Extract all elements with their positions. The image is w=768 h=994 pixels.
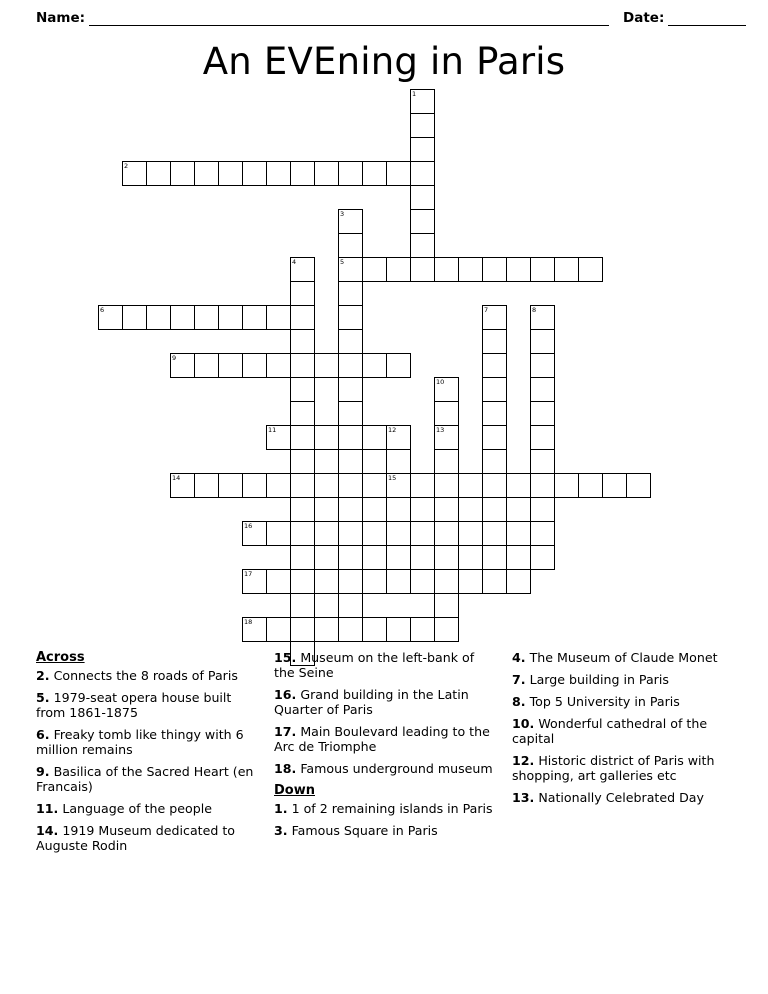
grid-cell[interactable] bbox=[602, 473, 627, 498]
grid-cell[interactable] bbox=[410, 569, 435, 594]
clue-text: Famous underground museum bbox=[296, 761, 493, 776]
grid-cell[interactable] bbox=[386, 569, 411, 594]
grid-cell[interactable] bbox=[338, 257, 363, 282]
clue-number: 5. bbox=[36, 690, 50, 705]
grid-cell[interactable] bbox=[170, 161, 195, 186]
grid-cell[interactable] bbox=[434, 449, 459, 474]
grid-cell[interactable] bbox=[290, 497, 315, 522]
clue-number: 18. bbox=[274, 761, 297, 776]
grid-cell[interactable] bbox=[338, 593, 363, 618]
clue-text: Historic district of Paris with shopping, art galleries etc bbox=[512, 753, 715, 783]
grid-cell[interactable] bbox=[146, 305, 171, 330]
grid-cell[interactable] bbox=[194, 161, 219, 186]
grid-cell[interactable] bbox=[386, 545, 411, 570]
clue-number: 8. bbox=[512, 694, 526, 709]
grid-cell[interactable] bbox=[482, 497, 507, 522]
grid-cell[interactable] bbox=[434, 497, 459, 522]
grid-cell[interactable] bbox=[338, 617, 363, 642]
grid-cell[interactable] bbox=[386, 161, 411, 186]
grid-cell[interactable] bbox=[578, 257, 603, 282]
grid-cell[interactable] bbox=[410, 137, 435, 162]
grid-cell[interactable] bbox=[314, 425, 339, 450]
clue-item bbox=[274, 761, 496, 776]
grid-cell[interactable] bbox=[290, 545, 315, 570]
clue-list-2b bbox=[274, 801, 496, 838]
grid-cell[interactable] bbox=[266, 617, 291, 642]
grid-cell[interactable] bbox=[530, 545, 555, 570]
grid-cell[interactable] bbox=[482, 377, 507, 402]
clue-number: 14. bbox=[36, 823, 59, 838]
grid-cell-number: 16 bbox=[244, 522, 253, 530]
grid-cell[interactable] bbox=[314, 161, 339, 186]
clue-item bbox=[512, 672, 724, 687]
grid-cell[interactable] bbox=[194, 353, 219, 378]
grid-cell[interactable] bbox=[98, 305, 123, 330]
grid-cell[interactable] bbox=[410, 185, 435, 210]
clue-number: 17. bbox=[274, 724, 297, 739]
grid-cell[interactable] bbox=[290, 449, 315, 474]
grid-cell-number: 8 bbox=[532, 306, 537, 314]
clue-number: 3. bbox=[274, 823, 288, 838]
grid-cell[interactable] bbox=[170, 353, 195, 378]
grid-cell[interactable] bbox=[266, 305, 291, 330]
down-heading: Down bbox=[274, 783, 315, 798]
grid-cell[interactable] bbox=[482, 545, 507, 570]
grid-cell-number: 6 bbox=[100, 306, 105, 314]
grid-cell-number: 7 bbox=[484, 306, 489, 314]
grid-cell[interactable] bbox=[410, 473, 435, 498]
clue-text: 1979-seat opera house built from 1861-1875 bbox=[36, 690, 232, 720]
clue-list-3 bbox=[512, 650, 724, 805]
grid-cell[interactable] bbox=[170, 473, 195, 498]
grid-cell[interactable] bbox=[290, 593, 315, 618]
clue-number: 4. bbox=[512, 650, 526, 665]
grid-cell[interactable] bbox=[338, 449, 363, 474]
clue-column-2 bbox=[274, 650, 496, 860]
clue-text: Grand building in the Latin Quarter of Paris bbox=[274, 687, 469, 717]
grid-cell[interactable] bbox=[506, 521, 531, 546]
clue-list-1 bbox=[36, 668, 258, 853]
grid-cell[interactable] bbox=[506, 473, 531, 498]
grid-cell[interactable] bbox=[338, 425, 363, 450]
grid-cell[interactable] bbox=[626, 473, 651, 498]
crossword-grid-wrap bbox=[36, 89, 732, 649]
clue-text: Basilica of the Sacred Heart (en Francais) bbox=[36, 764, 254, 794]
grid-cell[interactable] bbox=[122, 161, 147, 186]
grid-cell[interactable] bbox=[266, 569, 291, 594]
clue-column-1 bbox=[36, 650, 258, 860]
clue-text: Connects the 8 roads of Paris bbox=[49, 668, 238, 683]
grid-cell[interactable] bbox=[338, 521, 363, 546]
clue-text: Freaky tomb like thingy with 6 million remains bbox=[36, 727, 244, 757]
clue-text: Nationally Celebrated Day bbox=[534, 790, 704, 805]
clue-text: 1 of 2 remaining islands in Paris bbox=[287, 801, 493, 816]
clue-text: The Museum of Claude Monet bbox=[525, 650, 718, 665]
grid-cell[interactable] bbox=[242, 473, 267, 498]
clue-number: 12. bbox=[512, 753, 535, 768]
grid-cell[interactable] bbox=[410, 113, 435, 138]
grid-cell[interactable] bbox=[242, 305, 267, 330]
grid-cell[interactable] bbox=[482, 305, 507, 330]
clue-item bbox=[274, 650, 496, 680]
clue-item bbox=[512, 650, 724, 665]
grid-cell[interactable] bbox=[338, 497, 363, 522]
grid-cell[interactable] bbox=[554, 473, 579, 498]
grid-cell[interactable] bbox=[434, 425, 459, 450]
grid-cell[interactable] bbox=[314, 617, 339, 642]
grid-cell[interactable] bbox=[338, 233, 363, 258]
grid-cell[interactable] bbox=[338, 401, 363, 426]
grid-cell-number: 3 bbox=[340, 210, 345, 218]
grid-cell[interactable] bbox=[410, 257, 435, 282]
grid-cell[interactable] bbox=[530, 521, 555, 546]
grid-cell[interactable] bbox=[410, 161, 435, 186]
grid-cell[interactable] bbox=[242, 353, 267, 378]
grid-cell-number: 14 bbox=[172, 474, 181, 482]
grid-cell[interactable] bbox=[410, 233, 435, 258]
grid-cell[interactable] bbox=[578, 473, 603, 498]
grid-cell[interactable] bbox=[458, 473, 483, 498]
grid-cell[interactable] bbox=[314, 473, 339, 498]
grid-cell[interactable] bbox=[530, 377, 555, 402]
grid-cell[interactable] bbox=[482, 449, 507, 474]
clue-number: 11. bbox=[36, 801, 59, 816]
grid-cell[interactable] bbox=[362, 161, 387, 186]
grid-cell-number: 18 bbox=[244, 618, 253, 626]
grid-cell[interactable] bbox=[194, 473, 219, 498]
grid-cell[interactable] bbox=[434, 593, 459, 618]
grid-cell[interactable] bbox=[362, 521, 387, 546]
grid-cell[interactable] bbox=[170, 305, 195, 330]
grid-cell[interactable] bbox=[362, 473, 387, 498]
clue-number: 13. bbox=[512, 790, 535, 805]
grid-cell[interactable] bbox=[410, 617, 435, 642]
grid-cell[interactable] bbox=[530, 425, 555, 450]
grid-cell[interactable] bbox=[386, 449, 411, 474]
grid-cell[interactable] bbox=[314, 521, 339, 546]
grid-cell[interactable] bbox=[290, 281, 315, 306]
grid-cell[interactable] bbox=[530, 497, 555, 522]
grid-cell[interactable] bbox=[290, 617, 315, 642]
clue-item bbox=[36, 823, 258, 853]
grid-cell[interactable] bbox=[386, 425, 411, 450]
clue-number: 15. bbox=[274, 650, 297, 665]
clue-text: Large building in Paris bbox=[525, 672, 669, 687]
grid-cell[interactable] bbox=[482, 401, 507, 426]
grid-cell[interactable] bbox=[338, 329, 363, 354]
grid-cell[interactable] bbox=[482, 473, 507, 498]
date-field-group bbox=[623, 10, 746, 26]
grid-cell[interactable] bbox=[290, 521, 315, 546]
grid-cell[interactable] bbox=[482, 257, 507, 282]
clue-item bbox=[274, 801, 496, 816]
clue-number: 6. bbox=[36, 727, 50, 742]
clue-text: Wonderful cathedral of the capital bbox=[512, 716, 708, 746]
grid-cell[interactable] bbox=[218, 305, 243, 330]
grid-cell[interactable] bbox=[194, 305, 219, 330]
grid-cell[interactable] bbox=[314, 569, 339, 594]
grid-cell[interactable] bbox=[482, 569, 507, 594]
grid-cell[interactable] bbox=[290, 377, 315, 402]
clue-columns bbox=[36, 650, 732, 860]
grid-cell[interactable] bbox=[434, 473, 459, 498]
grid-cell[interactable] bbox=[242, 161, 267, 186]
grid-cell[interactable] bbox=[530, 473, 555, 498]
grid-cell[interactable] bbox=[146, 161, 171, 186]
grid-cell-number: 2 bbox=[124, 162, 129, 170]
clue-item bbox=[274, 823, 496, 838]
clue-text: Language of the people bbox=[58, 801, 212, 816]
clue-list-2 bbox=[274, 650, 496, 776]
grid-cell[interactable] bbox=[530, 305, 555, 330]
grid-cell[interactable] bbox=[290, 569, 315, 594]
worksheet-header bbox=[36, 0, 732, 26]
clue-item bbox=[512, 716, 724, 746]
grid-cell[interactable] bbox=[410, 521, 435, 546]
grid-cell[interactable] bbox=[506, 569, 531, 594]
clue-number: 9. bbox=[36, 764, 50, 779]
grid-cell-number: 11 bbox=[268, 426, 277, 434]
grid-cell[interactable] bbox=[122, 305, 147, 330]
grid-cell-number: 1 bbox=[412, 90, 417, 98]
clue-item bbox=[36, 690, 258, 720]
grid-cell[interactable] bbox=[506, 257, 531, 282]
grid-cell[interactable] bbox=[338, 377, 363, 402]
grid-cell[interactable] bbox=[338, 161, 363, 186]
grid-cell[interactable] bbox=[266, 473, 291, 498]
grid-cell[interactable] bbox=[458, 257, 483, 282]
grid-cell[interactable] bbox=[410, 89, 435, 114]
across-heading: Across bbox=[36, 650, 85, 665]
grid-cell[interactable] bbox=[290, 329, 315, 354]
page-title: An EVEning in Paris bbox=[202, 40, 566, 83]
grid-cell-number: 13 bbox=[436, 426, 445, 434]
clue-column-3 bbox=[512, 650, 724, 860]
grid-cell-number: 17 bbox=[244, 570, 253, 578]
name-label: Name: bbox=[36, 10, 86, 26]
grid-cell[interactable] bbox=[338, 545, 363, 570]
grid-cell[interactable] bbox=[386, 521, 411, 546]
grid-cell[interactable] bbox=[530, 401, 555, 426]
date-input-line[interactable] bbox=[668, 12, 746, 26]
clue-item bbox=[512, 694, 724, 709]
grid-cell[interactable] bbox=[314, 353, 339, 378]
grid-cell[interactable] bbox=[362, 569, 387, 594]
grid-cell[interactable] bbox=[218, 353, 243, 378]
name-field-group bbox=[36, 10, 609, 26]
grid-cell[interactable] bbox=[290, 353, 315, 378]
grid-cell-number: 4 bbox=[292, 258, 297, 266]
grid-cell-number: 15 bbox=[388, 474, 397, 482]
grid-cell[interactable] bbox=[434, 569, 459, 594]
grid-cell-number: 12 bbox=[388, 426, 397, 434]
grid-cell[interactable] bbox=[290, 305, 315, 330]
grid-cell[interactable] bbox=[290, 425, 315, 450]
clue-number: 16. bbox=[274, 687, 297, 702]
grid-cell[interactable] bbox=[386, 257, 411, 282]
grid-cell[interactable] bbox=[434, 257, 459, 282]
grid-cell[interactable] bbox=[242, 521, 267, 546]
grid-cell[interactable] bbox=[218, 161, 243, 186]
grid-cell[interactable] bbox=[362, 425, 387, 450]
grid-cell[interactable] bbox=[482, 425, 507, 450]
grid-cell[interactable] bbox=[482, 353, 507, 378]
clue-text: Museum on the left-bank of the Seine bbox=[274, 650, 475, 680]
grid-cell[interactable] bbox=[458, 569, 483, 594]
grid-cell[interactable] bbox=[338, 473, 363, 498]
grid-cell[interactable] bbox=[482, 521, 507, 546]
grid-cell[interactable] bbox=[362, 617, 387, 642]
grid-cell-number: 5 bbox=[340, 258, 345, 266]
clue-number: 7. bbox=[512, 672, 526, 687]
clue-item bbox=[512, 753, 724, 783]
grid-cell[interactable] bbox=[338, 209, 363, 234]
clue-item bbox=[512, 790, 724, 805]
grid-cell[interactable] bbox=[242, 617, 267, 642]
grid-cell[interactable] bbox=[290, 257, 315, 282]
grid-cell[interactable] bbox=[218, 473, 243, 498]
grid-cell[interactable] bbox=[266, 425, 291, 450]
grid-cell[interactable] bbox=[242, 569, 267, 594]
grid-cell[interactable] bbox=[386, 617, 411, 642]
grid-cell[interactable] bbox=[386, 473, 411, 498]
grid-cell[interactable] bbox=[338, 305, 363, 330]
grid-cell[interactable] bbox=[362, 353, 387, 378]
grid-cell[interactable] bbox=[554, 257, 579, 282]
grid-cell[interactable] bbox=[458, 521, 483, 546]
date-label: Date: bbox=[623, 10, 665, 26]
grid-cell[interactable] bbox=[386, 497, 411, 522]
grid-cell[interactable] bbox=[434, 521, 459, 546]
name-input-line[interactable] bbox=[89, 12, 609, 26]
grid-cell[interactable] bbox=[290, 401, 315, 426]
grid-cell[interactable] bbox=[410, 209, 435, 234]
grid-cell[interactable] bbox=[362, 257, 387, 282]
grid-cell[interactable] bbox=[434, 545, 459, 570]
grid-cell[interactable] bbox=[434, 377, 459, 402]
clue-number: 10. bbox=[512, 716, 535, 731]
clue-item bbox=[36, 727, 258, 757]
clue-number: 1. bbox=[274, 801, 288, 816]
grid-cell[interactable] bbox=[338, 353, 363, 378]
grid-cell[interactable] bbox=[266, 521, 291, 546]
grid-cell[interactable] bbox=[530, 449, 555, 474]
grid-cell[interactable] bbox=[386, 353, 411, 378]
grid-cell[interactable] bbox=[530, 257, 555, 282]
grid-cell[interactable] bbox=[338, 569, 363, 594]
clue-item bbox=[274, 724, 496, 754]
clue-text: Top 5 University in Paris bbox=[525, 694, 680, 709]
grid-cell[interactable] bbox=[266, 161, 291, 186]
grid-cell[interactable] bbox=[482, 329, 507, 354]
clue-item bbox=[36, 801, 258, 816]
clue-number: 2. bbox=[36, 668, 50, 683]
grid-cell[interactable] bbox=[290, 161, 315, 186]
clue-item bbox=[36, 668, 258, 683]
grid-cell[interactable] bbox=[290, 473, 315, 498]
clue-item bbox=[36, 764, 258, 794]
clue-item bbox=[274, 687, 496, 717]
grid-cell[interactable] bbox=[338, 281, 363, 306]
grid-cell[interactable] bbox=[434, 617, 459, 642]
grid-cell-number: 10 bbox=[436, 378, 445, 386]
crossword-grid[interactable] bbox=[98, 89, 718, 649]
clue-text: Famous Square in Paris bbox=[287, 823, 438, 838]
grid-cell[interactable] bbox=[530, 353, 555, 378]
clue-text: Main Boulevard leading to the Arc de Triomphe bbox=[274, 724, 490, 754]
grid-cell-number: 9 bbox=[172, 354, 177, 362]
clue-text: 1919 Museum dedicated to Auguste Rodin bbox=[36, 823, 235, 853]
grid-cell[interactable] bbox=[530, 329, 555, 354]
grid-cell[interactable] bbox=[434, 401, 459, 426]
grid-cell[interactable] bbox=[266, 353, 291, 378]
